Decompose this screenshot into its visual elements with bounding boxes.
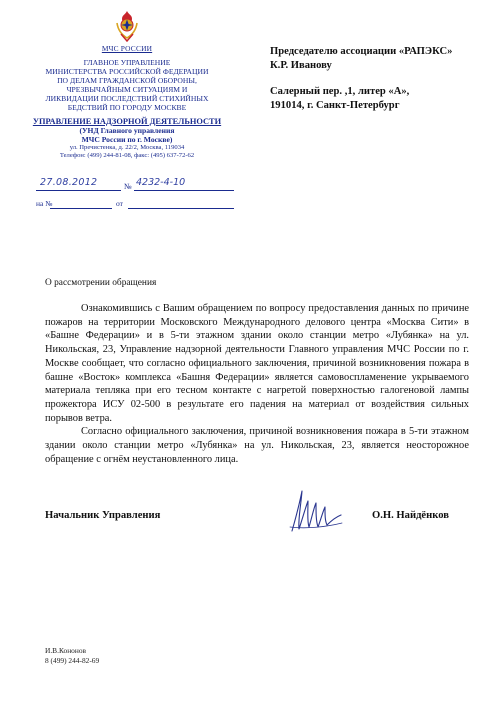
recipient-block (270, 45, 495, 73)
executor-info (45, 646, 99, 665)
letterhead-line: БЕДСТВИЙ ПО ГОРОДУ МОСКВЕ (67, 103, 187, 112)
body-paragraph: Согласно официального заключения, причиной возникновения пожара в 5-ти этажном здании около станции метро «Лубянка» на ул. Никольская, 23, является неосторожное обращение с огнём неустановленного лица. (45, 426, 469, 465)
date-underline (36, 190, 121, 191)
signatory-title: Начальник Управления (45, 510, 161, 521)
from-underline (128, 208, 234, 209)
recipient-title: Председателю ассоциации «РАПЭКС» (270, 46, 453, 57)
letterhead-line: ПО ДЕЛАМ ГРАЖДАНСКОЙ ОБОРОНЫ, (57, 76, 197, 85)
letterhead-line: ЛИКВИДАЦИИ ПОСЛЕДСТВИЙ СТИХИЙНЫХ (45, 94, 209, 103)
address-line: Салерный пер. ,1, литер «А», (270, 86, 410, 97)
executor-name: И.В.Кононов (45, 646, 87, 655)
department-phones: Телефон: (499) 244-81-08, факс: (495) 637-72-62 (59, 152, 195, 159)
letter-body (45, 302, 469, 466)
letterhead-line: МИНИСТЕРСТВА РОССИЙСКОЙ ФЕДЕРАЦИИ (45, 67, 209, 76)
ministry-full-name (18, 58, 236, 112)
department-sub-line: (УНД Главного управления (79, 126, 175, 135)
registration-line (36, 177, 236, 194)
from-label: от (116, 199, 123, 208)
emblem-icon (114, 10, 140, 42)
reference-label: на № (36, 199, 53, 208)
ministry-short-name: МЧС РОССИИ (101, 44, 153, 53)
address-line: 191014, г. Санкт-Петербург (270, 100, 400, 111)
reference-line (36, 198, 236, 212)
body-paragraph: Ознакомившись с Вашим обращением по вопросу предоставления данных по причине пожаров на территории Московского Международного делового центра «Москва Сити» в «Башне Федерации» и в 5-ти этажном здании около станции метро «Лубянка» на ул. Никольская, 23, Управление надзорной деятельности Главного управления МЧС России по г. Москве сообщает, что согласно официального заключения, причиной возникновения пожара в башне «Восток» комплекса «Башня Федерации» является самовоспламенение укрываемого материала тепляка при его тесном контакте с нагретой поверхностью галогеновой лампы прожектора ИСУ 02-500 в результате его падения на материал от воздействия сильных порывов ветра. (45, 303, 469, 424)
recipient-address (270, 85, 495, 113)
letterhead-line: ЧРЕЗВЫЧАЙНЫМ СИТУАЦИЯМ И (66, 85, 188, 94)
letterhead (18, 10, 236, 160)
department-sub-line: МЧС России по г. Москве) (81, 135, 173, 144)
letterhead-line: ГЛАВНОЕ УПРАВЛЕНИЕ (83, 58, 171, 67)
executor-phone: 8 (499) 244-82-69 (45, 655, 100, 665)
reference-underline (50, 208, 112, 209)
number-underline (134, 190, 234, 191)
addressee (270, 45, 495, 113)
signatory-name: О.Н. Найдёнков (372, 510, 449, 521)
department-sub (18, 126, 236, 144)
letter-subject: О рассмотрении обращения (45, 278, 157, 288)
department-address: ул. Пречистенка, д. 22/2, Москва, 119034 (69, 144, 185, 151)
number-label: № (124, 182, 132, 191)
outgoing-number: 4232-4-10 (136, 177, 186, 188)
handwritten-signature-icon (286, 487, 346, 537)
department-name: УПРАВЛЕНИЕ НАДЗОРНОЙ ДЕЯТЕЛЬНОСТИ (32, 117, 222, 126)
recipient-name: К.Р. Иванову (270, 60, 332, 71)
outgoing-date: 27.08.2012 (40, 177, 98, 188)
